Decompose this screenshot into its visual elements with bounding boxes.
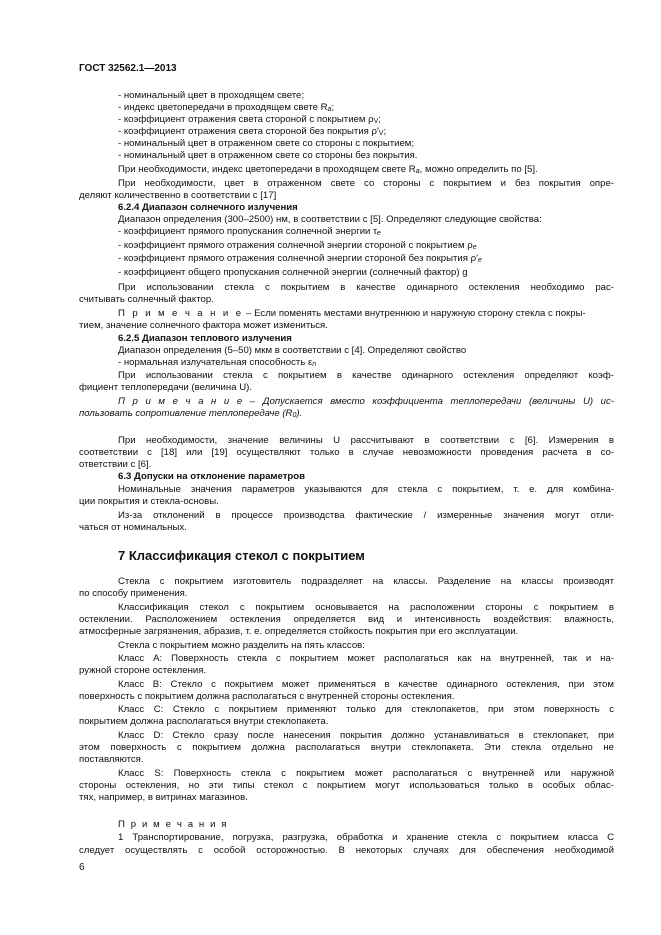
text-line: Класс S: Поверхность стекла с покрытием может располагаться с внутренней или наружной [118,768,614,779]
text-line: - коэффициент отражения света стороной с покрытием ρV; [118,114,381,125]
text-line: тях, например, в витринах магазинов. [79,792,248,803]
section-heading-6-2-5: 6.2.5 Диапазон теплового излучения [118,333,292,344]
text-line: - коэффициент общего пропускания солнечной энергии (солнечный фактор) g [118,267,468,278]
note-line: пользовать сопротивление теплопередаче (R0). [79,408,303,419]
text-line: Стекла с покрытием можно разделить на пять классов: [118,640,365,651]
text-line: чаться от номинальных. [79,522,187,533]
note-line: П р и м е ч а н и е – Если поменять местами внутреннюю и наружную сторону стекла с покры- [118,308,586,319]
text-line: поставляются. [79,754,144,765]
notes-heading: П р и м е ч а н и я [118,819,229,830]
text-line: Класс D: Стекло сразу после нанесения покрытия должно устанавливаться в стеклопакет, при [118,730,614,741]
text-line: - индекс цветопередачи в проходящем свете Ra; [118,102,335,113]
text-line: 1 Транспортирование, погрузка, разгрузка, обработка и хранение стекла с покрытием класса С [118,832,614,843]
note-label: П р и м е ч а н и е [118,308,244,319]
text-line: стороны остекления, но эти типы стекол с покрытием могут использоваться только в особых облас- [79,780,614,791]
text-line: ружной стороне остекления. [79,665,207,676]
text-line: Класс А: Поверхность стекла с покрытием может располагаться как на внутренней, так и на- [118,653,614,664]
section-heading-6-3: 6.3 Допуски на отклонение параметров [118,471,306,482]
text-line: - коэффициент прямого пропускания солнечной энергии τe [118,226,381,237]
text-line: соответствии с [18] или [19] осуществляют только в случае невозможности проведения расчета в со- [79,447,614,458]
text-line: Диапазон определения (5–50) мкм в соответствии с [4]. Определяют свойство [118,345,467,356]
text-line: При использовании стекла с покрытием в качестве одинарного остекления необходимо рас- [118,282,614,293]
text-line: Из-за отклонений в процессе производства фактические / измеренные значения могут отли- [118,510,614,521]
text-line: - номинальный цвет в проходящем свете; [118,90,305,101]
text-line: Классификация стекол с покрытием основывается на расположении стороны с покрытием в [118,602,614,613]
section-heading-7: 7 Классификация стекол с покрытием [118,548,365,563]
text-line: - номинальный цвет в отраженном свете со стороны без покрытия. [118,150,418,161]
text-line: Класс С: Стекло с покрытием применяют только для стеклопакетов, при этом поверхность с [118,704,614,715]
text-line: При использовании стекла с покрытием в качестве одинарного остекления определяют коэф- [118,370,614,381]
text-line: - коэффициент отражения света стороной без покрытия ρ′V; [118,126,387,137]
text-line: по способу применения. [79,588,188,599]
text-line: фициент теплопередачи (величина U). [79,382,252,393]
text-line: Номинальные значения параметров указываются для стекла с покрытием, т. е. для комбина- [118,484,614,495]
text-line: ответствии с [6]. [79,459,152,470]
section-heading-6-2-4: 6.2.4 Диапазон солнечного излучения [118,202,298,213]
text-line: покрытием должна располагаться внутри стеклопакета. [79,716,329,727]
text-line: Диапазон определения (300–2500) нм, в соответствии с [5]. Определяют следующие свойства: [118,214,542,225]
text-line: считывать солнечный фактор. [79,294,214,305]
text-line: При необходимости, индекс цветопередачи в проходящем свете Ra, можно определить по [5]. [118,164,538,175]
text-line: При необходимости, цвет в отраженном свете со стороны с покрытием и без покрытия опре- [118,178,614,189]
text-line: атмосферные загрязнения, абразив, т. е. определяется стойкость покрытия при его эксплуатации. [79,626,519,637]
text-line: - номинальный цвет в отраженном свете со стороны с покрытием; [118,138,415,149]
text-line: следует осуществлять с особой осторожностью. В некоторых случаях для обеспечения необходимой [79,845,614,856]
text-line: ции покрытия и стекла-основы. [79,496,219,507]
text-line: При необходимости, значение величины U рассчитывают в соответствии с [6]. Измерения в [118,435,614,446]
document-header-id: ГОСТ 32562.1—2013 [79,63,177,74]
text-line: Стекла с покрытием изготовитель подразделяет на классы. Разделение на классы производят [118,576,614,587]
text-line: поверхность с покрытием должна располагаться с внутренней стороны остекления. [79,691,455,702]
text-line: Класс B: Стекло с покрытием может применяться в качестве одинарного остекления, при этом [118,679,614,690]
text-line: - коэффициент прямого отражения солнечной энергии стороной с покрытием ρe [118,240,477,251]
text-line: - нормальная излучательная способность εn [118,357,317,368]
text-line: - коэффициент прямого отражения солнечной энергии стороной без покрытия ρ′e [118,253,482,264]
note-line: П р и м е ч а н и е – Допускается вместо коэффициента теплопередачи (величины U) ис- [118,396,614,407]
text-line: тием, значение солнечного фактора может измениться. [79,320,328,331]
text-line: деляют количественно в соответствии с [17] [79,190,277,201]
page-number: 6 [79,862,85,873]
text-line: остеклении. Расположением остекления определяется вид и интенсивность воздействия: влажность, [79,614,614,625]
text-line: этом поверхность с покрытием должна располагаться внутри стеклопакета. Эти стекла отдельно не [79,742,614,753]
